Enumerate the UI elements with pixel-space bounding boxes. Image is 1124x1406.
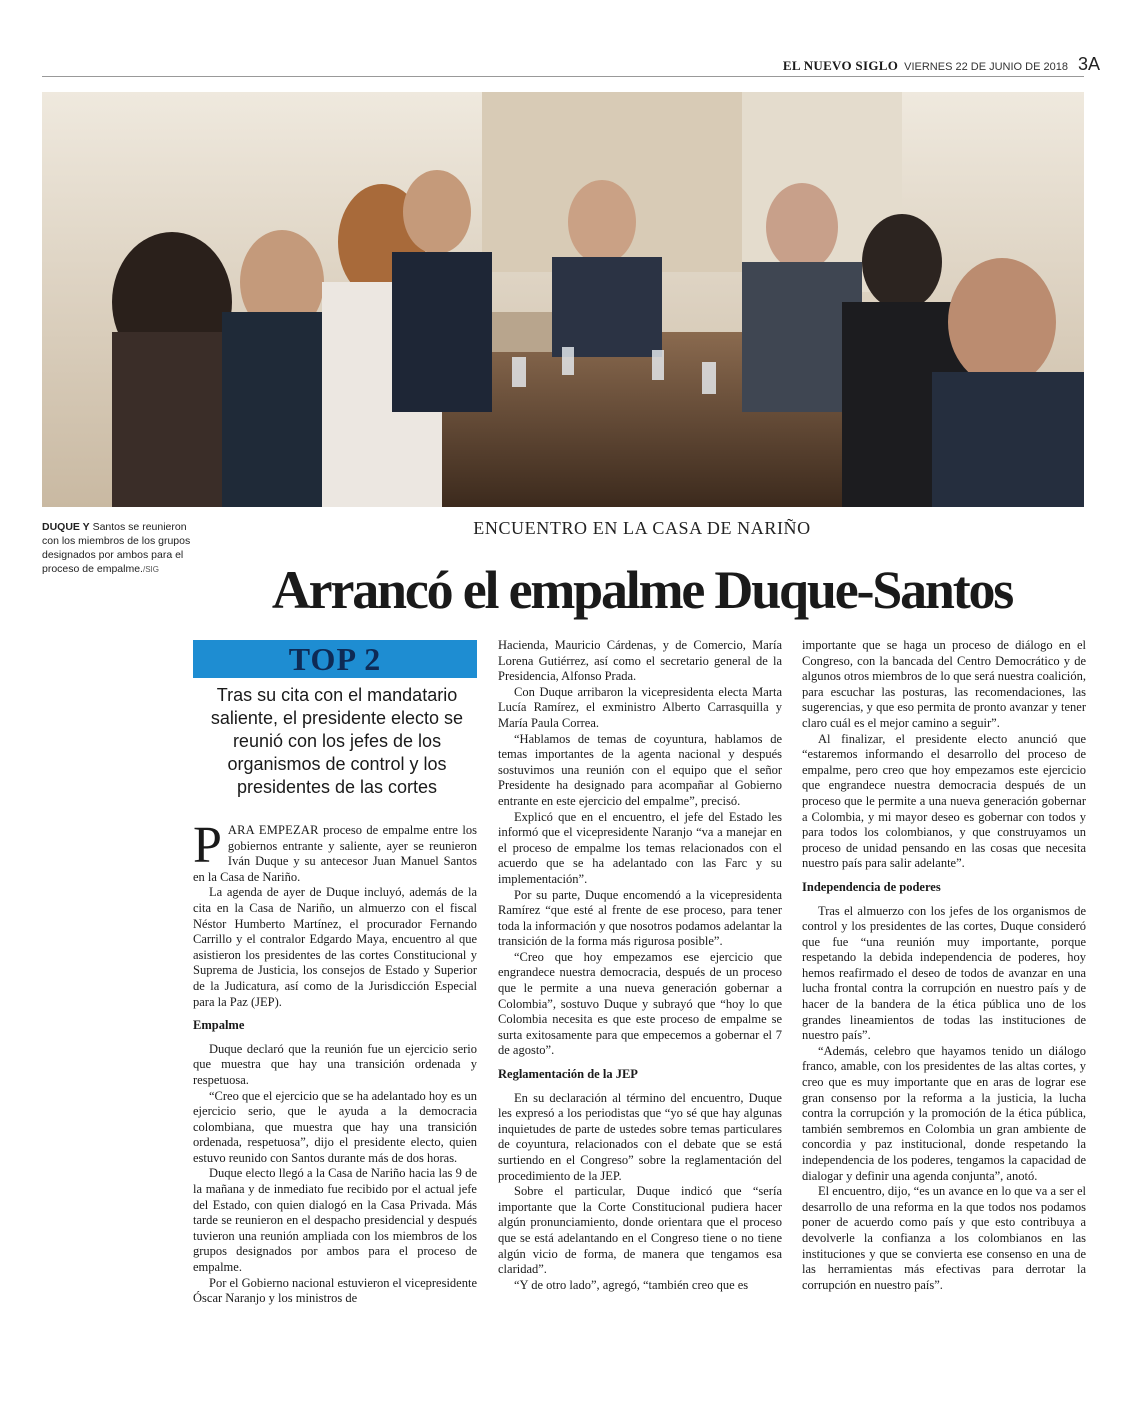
- paragraph: La agenda de ayer de Duque incluyó, además de la cita en la Casa de Nariño, un almuerzo con el fiscal Néstor Humberto Martínez, el procurador Fernando Carrillo y el contralor Edgardo Maya, encuentro al que asistieron los presidentes de las cortes Constitucional y Suprema de Justicia, los consejos de Estado y Superior de la Judicatura, así como de la Jurisdicción Especial para la Paz (JEP).: [193, 885, 477, 1009]
- article-headline: Arrancó el empalme Duque-Santos: [271, 560, 1013, 620]
- paragraph: importante que se haga un proceso de diálogo en el Congreso, con la bancada del Centro Democrático y de algunos otros miembros de lo que será nuestra coalición, para escuchar las posturas, las recomendaciones, las sugerencias, y que eso permita de pronto avanzar y tener claro cuál es el mejor camino a seguir”.: [802, 638, 1086, 730]
- paragraph: Hacienda, Mauricio Cárdenas, y de Comercio, María Lorena Gutiérrez, así como el secretario general de la Presidencia, Alfonso Prada.: [498, 638, 782, 684]
- caption-lead: DUQUE Y: [42, 521, 90, 533]
- paragraph: Duque declaró que la reunión fue un ejercicio serio que muestra que hay una transición ordenada y respetuosa.: [193, 1041, 477, 1087]
- lead-caps: ARA EMPEZAR: [227, 823, 319, 837]
- article-column-3: [802, 638, 1086, 1293]
- photo-credit: /SIG: [142, 565, 159, 574]
- meeting-photo: [42, 92, 1084, 507]
- paragraph: “Y de otro lado”, agregó, “también creo que es: [514, 1277, 749, 1292]
- paragraph: Explicó que en el encuentro, el jefe del Estado les informó que el vicepresidente Naranjo “va a manejar en el proceso de empalme los temas relacionados con el acuerdo que se ha adelantado con las Farc y su implementación”.: [498, 809, 782, 886]
- page-number: 3A: [1077, 54, 1100, 74]
- top-badge: TOP 2: [193, 640, 477, 678]
- paragraph: Con Duque arribaron la vicepresidenta electa Marta Lucía Ramírez, el exministro Alberto Carrasquilla y María Paula Correa.: [498, 684, 782, 730]
- meeting-photo-illustration: [42, 92, 1084, 507]
- paragraph: “Creo que el ejercicio que se ha adelantado hoy es un ejercicio serio, que le ayuda a la democracia colombiana, que muestra que hay una transición ordenada, respetuosa”, dijo el presidente electo, quien estuvo reunido con Santos durante más de dos horas.: [193, 1088, 477, 1165]
- paragraph: Sobre el particular, Duque indicó que “sería importante que la Corte Constitucional pudiera hacer algún pronunciamiento, donde orientara que el proceso que se está adelantando en el Congreso tiene o no tiene algún vicio de forma, de manera que tengamos esa claridad”.: [498, 1184, 782, 1277]
- issue-date: VIERNES 22 DE JUNIO DE 2018: [904, 61, 1068, 73]
- paragraph: Tras el almuerzo con los jefes de los organismos de control y los presidentes de las cortes, Duque consideró que fue “una reunión muy importante, porque respetando la debida independencia de poderes, hoy hemos reafirmado el deseo de todos de avanzar en una lucha frontal contra la corrupción en nuestro país y de hacer de la bandera de la ética pública uno de los grandes lineamientos de todas las instituciones de nuestro país”.: [802, 903, 1086, 1043]
- paragraph: Por el Gobierno nacional estuvieron el vicepresidente Óscar Naranjo y los ministros de: [193, 1275, 477, 1306]
- newspaper-name: EL NUEVO SIGLO: [782, 58, 899, 73]
- paragraph: Al finalizar, el presidente electo anunció que “estaremos informando el desarrollo del proceso de empalme, pero creo que hoy empezamos este ejercicio que engrandece nuestra democracia después de un proceso que le permite a una nueva generación gobernar a Colombia, y mi mayor deseo es gobernar con todos y para todos los colombianos, y que construyamos un proceso de unidad pensando en las cosas que necesita nuestro país para salir adelante”.: [802, 731, 1086, 871]
- lead-paragraph: [193, 817, 477, 885]
- article-kicker: ENCUENTRO EN LA CASA DE NARIÑO: [473, 518, 811, 538]
- paragraph: “Además, celebro que hayamos tenido un diálogo franco, amable, con los presidentes de las altas cortes, y creo que es muy importante que en aras de lograr ese gran consenso por la reforma a la justicia, la lucha contra la corrupción y la promoción de la ética pública, también sembremos en Colombia un gran ambiente de concordia y paz institucional, donde respetando la independencia de los poderes, tengamos la capacidad de dialogar y definir una agenda conjunta”, anotó.: [802, 1043, 1086, 1183]
- article-column-1: [193, 817, 477, 1307]
- paragraph: En su declaración al término del encuentro, Duque les expresó a los periodistas que “yo sé que hay algunas inquietudes de parte de ustedes sobre temas particulares de coyuntura, relacionados con el debate que se está surtiendo en el Congreso” sobre la reglamentación del procedimiento de la JEP.: [498, 1090, 782, 1183]
- photo-caption: [42, 520, 192, 577]
- lead-rest: proceso de empalme entre los gobiernos entrante y saliente, ayer se reunieron Iván Duque y su antecesor Juan Manuel Santos en la Casa de Nariño.: [193, 823, 477, 884]
- subhead-jep: Reglamentación de la JEP: [498, 1067, 638, 1082]
- paragraph: Por su parte, Duque encomendó a la vicepresidenta Ramírez “que esté al frente de ese proceso, para tener toda la información y que nosotros podamos adelantar la transición de la forma más rigurosa posible”.: [498, 887, 782, 949]
- subhead-independencia: Independencia de poderes: [802, 879, 941, 894]
- article-column-2: [498, 638, 782, 1293]
- paragraph: El encuentro, dijo, “es un avance en lo que va a ser el desarrollo de una reforma en la que todos nos podamos poner de acuerdo como país y que esto contribuya a devolverle la confianza a los colombianos en las instituciones y que se convierta ese consenso en una de las herramientas más efectivas para derrotar la corrupción en nuestro país”.: [802, 1184, 1086, 1292]
- page-header: [770, 54, 1100, 76]
- subhead-empalme: Empalme: [193, 1018, 245, 1033]
- header-rule: [42, 76, 1084, 77]
- drop-cap: P: [193, 817, 222, 874]
- paragraph: Duque electo llegó a la Casa de Nariño hacia las 9 de la mañana y de inmediato fue recibido por el actual jefe del Estado, con quien dialogó en la Casa Privada. Más tarde se reunieron en el despacho presidencial y después tuvieron una reunión ampliada con los miembros de los grupos designados por ambos para el proceso de empalme.: [193, 1166, 477, 1275]
- caption-text: Santos se reunieron con los miembros de los grupos designados por ambos para el proceso de empalme.: [42, 521, 191, 575]
- top-summary: Tras su cita con el mandatario saliente, el presidente electo se reunió con los jefes de los organismos de control y los presidentes de las cortes: [210, 685, 464, 797]
- paragraph: “Creo que hoy empezamos ese ejercicio que engrandece nuestra democracia, después de un proceso que le permite a una nueva generación gobernar a Colombia”, sostuvo Duque y subrayó que “hoy lo que Colombia necesita es que este proceso de empalme se surta exitosamente para que empecemos a gobernar el 7 de agosto”.: [498, 949, 782, 1058]
- paragraph: “Hablamos de temas de coyuntura, hablamos de temas importantes de la agenta nacional y después sostuvimos una reunión con el equipo que el señor Presidente ha designado para acompañar al Gobierno entrante en este ejercicio del empalme”, precisó.: [498, 731, 782, 808]
